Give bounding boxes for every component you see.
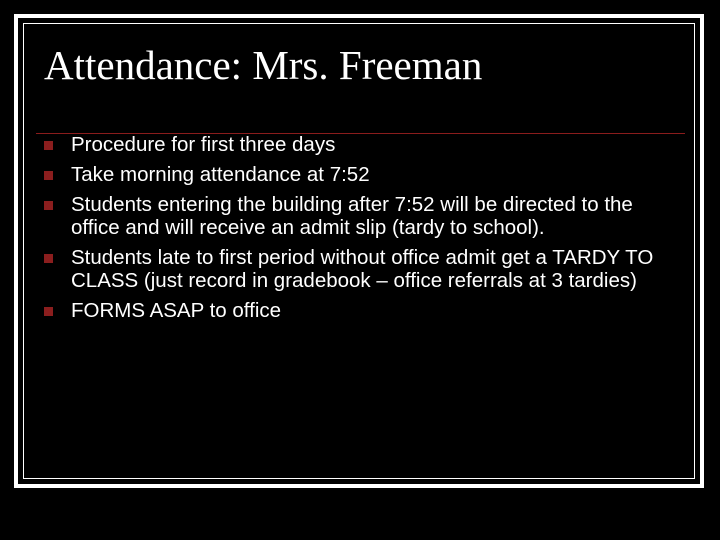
bullet-text: Procedure for first three days [71, 133, 336, 156]
square-bullet-icon [44, 141, 53, 150]
bullet-list [44, 133, 674, 329]
square-bullet-icon [44, 171, 53, 180]
bullet-text: Take morning attendance at 7:52 [71, 163, 370, 186]
square-bullet-icon [44, 307, 53, 316]
bullet-text: FORMS ASAP to office [71, 299, 282, 322]
slide-title: Attendance: Mrs. Freeman [44, 42, 483, 88]
bullet-item [44, 163, 674, 186]
square-bullet-icon [44, 201, 53, 210]
bullet-item [44, 246, 674, 292]
bullet-item [44, 133, 674, 156]
bullet-item [44, 299, 674, 322]
square-bullet-icon [44, 254, 53, 263]
bullet-text: Students late to first period without office admit get a TARDY TO CLASS (just record in gradebook – office referrals at 3 tardies) [71, 246, 654, 292]
bullet-text: Students entering the building after 7:52 will be directed to the office and will receive an admit slip (tardy to school). [71, 193, 633, 239]
bullet-item [44, 193, 674, 239]
